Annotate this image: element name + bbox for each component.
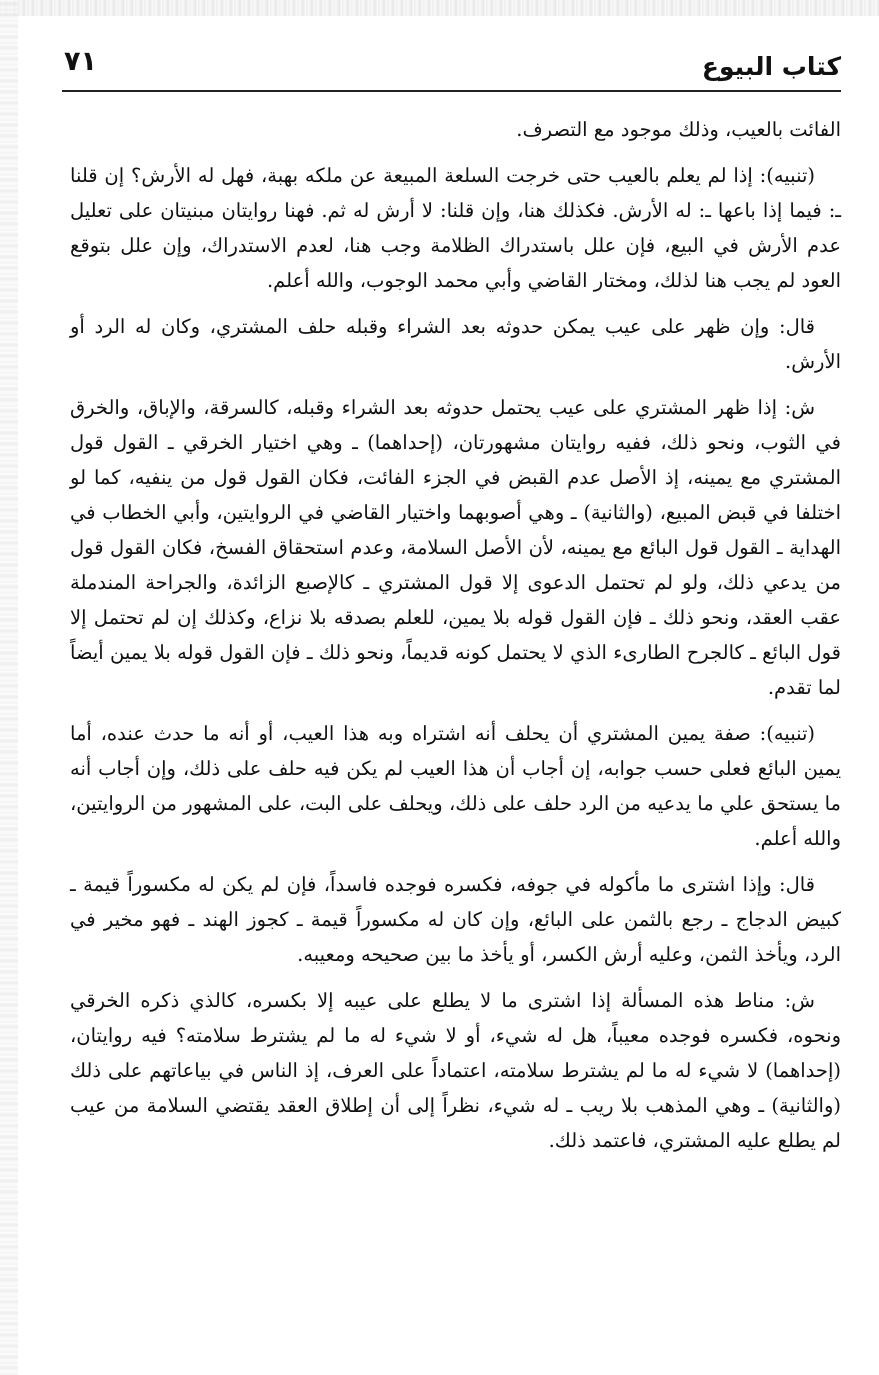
page-header [62, 44, 841, 92]
chapter-title: كتاب البيوع [701, 52, 841, 81]
page-number: ٧١ [64, 46, 97, 77]
paragraph: (تنبيه): صفة يمين المشتري أن يحلف أنه اشتراه وبه هذا العيب، أو أنه ما حدث عنده، أما يمين البائع فعلى حسب جوابه، إن أجاب أن هذا العيب لم يكن فيه حلف على ذلك، وإن أجاب أنه ما يستحق علي ما يدعيه من الرد حلف على ذلك، ويحلف على البت، على المشهور من الروايتين، والله أعلم. [70, 722, 841, 850]
paragraph: (تنبيه): إذا لم يعلم بالعيب حتى خرجت السلعة المبيعة عن ملكه بهبة، فهل له الأرش؟ إن قلنا ـ: فيما إذا باعها ـ: له الأرش. فكذلك هنا، وإن قلنا: لا أرش له ثم. فهنا روايتان مبنيتان على تعليل عدم الأرش في البيع، فإن علل باستدراك الظلامة وجب هنا، لعدم الاستدراك، وإن علل بتوقع العود لم يجب هنا لذلك، ومختار القاضي وأبي محمد الوجوب، والله أعلم. [70, 164, 841, 292]
paragraph: قال: وإذا اشترى ما مأكوله في جوفه، فكسره فوجده فاسداً، فإن لم يكن له مكسوراً قيمة ـ كبيض الدجاج ـ رجع بالثمن على البائع، وإن كان له مكسوراً قيمة ـ كجوز الهند ـ فهو مخير في الرد، ويأخذ الثمن، وعليه أرش الكسر، أو يأخذ ما بين صحيحه ومعيبه. [70, 873, 841, 966]
header-divider [62, 90, 841, 92]
paragraph: ش: مناط هذه المسألة إذا اشترى ما لا يطلع على عيبه إلا بكسره، كالذي ذكره الخرقي ونحوه، فكسره فوجده معيباً، هل له شيء، أو لا شيء له ما لم يشترط سلامته؟ فيه روايتان، (إحداهما) لا شيء له ما لم يشترط سلامته، اعتماداً على العرف، إذ الناس في بياعاتهم على ذلك (والثانية) ـ وهي المذهب بلا ريب ـ له شيء، نظراً إلى أن إطلاق العقد يقتضي السلامة من عيب لم يطلع عليه المشتري، فاعتمد ذلك. [70, 989, 841, 1152]
paragraph: الفائت بالعيب، وذلك موجود مع التصرف. [516, 118, 841, 141]
scan-edge-left [0, 0, 18, 1375]
paragraph: ش: إذا ظهر المشتري على عيب يحتمل حدوثه بعد الشراء وقبله، كالسرقة، والإباق، والخرق في الثوب، ونحو ذلك، ففيه روايتان مشهورتان، (إحداهما) ـ وهي اختيار الخرقي ـ القول قول المشتري مع يمينه، إذ الأصل عدم القبض في الجزء الفائت، فكان القول قول من ينفيه، كما لو اختلفا في قبض المبيع، (والثانية) ـ وهي أصوبهما واختيار القاضي في الروايتين، وأبي الخطاب في الهداية ـ القول قول البائع مع يمينه، لأن الأصل السلامة، وعدم استحقاق الفسخ، فكان القول قول من يدعي ذلك، ولو لم تحتمل الدعوى إلا قول المشتري ـ كالإصبع الزائدة، والجراحة المندملة عقب العقد، ونحو ذلك ـ فإن القول قوله بلا يمين، للعلم بصدقه بلا نزاع، وكذلك إن لم تحتمل إلا قول البائع ـ كالجرح الطارىء الذي لا يحتمل كونه قديماً، ونحو ذلك ـ فإن القول قوله بلا يمين أيضاً لما تقدم. [70, 396, 841, 699]
scan-edge-top [0, 0, 879, 16]
page-body [70, 112, 841, 1169]
paragraph: قال: وإن ظهر على عيب يمكن حدوثه بعد الشراء وقبله حلف المشتري، وكان له الرد أو الأرش. [70, 315, 841, 373]
